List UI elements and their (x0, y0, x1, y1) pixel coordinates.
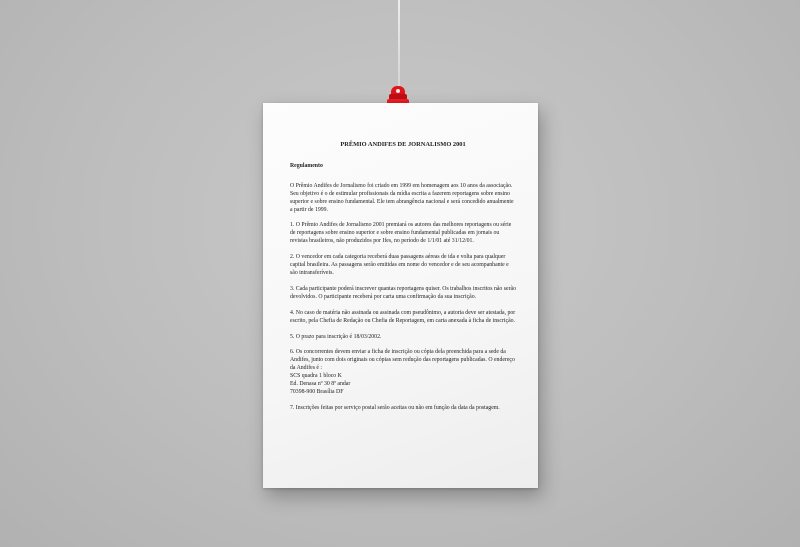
document-title: PRÊMIO ANDIFES DE JORNALISMO 2001 (340, 141, 466, 148)
paragraph-rule-7: 7. Inscrições feitas por serviço postal serão aceitas ou não em função da data da postagem. (290, 404, 500, 411)
hanging-string (398, 0, 400, 92)
paragraph-rule-2: 2. O vencedor em cada categoria receberá duas passagens aéreas de ida e volta para qualquer capital brasileira. As passagens serão emitidas em nome do vencedor e de seu acompanhante e são intransferíveis. (290, 254, 509, 276)
paragraph-rule-4: 4. No caso de matéria não assinada ou assinada com pseudônimo, a autoria deve ser atestada, por escrito, pela Chefia de Redação ou Chefia de Reportagem, em carta anexada à ficha de inscrição. (290, 309, 516, 324)
paper-sheet (263, 103, 538, 488)
clip-hole (396, 89, 400, 93)
paragraph-rule-3: 3. Cada participante poderá inscrever quantas reportagens quiser. Os trabalhos inscritos não serão devolvidos. O participante receberá por carta uma confirmação da sua inscrição. (290, 285, 517, 300)
paragraph-intro: O Prêmio Andifes de Jornalismo foi criado em 1999 em homenagem aos 10 anos da associação. Seu objetivo é o de estimular profissionais da mídia escrita a fazerem reportagens sobre ensino superior e sobre ensino fundamental. Ele tem abrangência nacional e será concedido anualmente a partir de 1999. (290, 182, 514, 213)
document-heading: Regulamento (290, 162, 323, 169)
paragraph-rule-5: 5. O prazo para inscrição é 18/03/2002. (290, 333, 382, 340)
document-content (290, 141, 516, 421)
paragraph-rule-1: 1. O Prêmio Andifes de Jornalismo 2001 premiará os autores das melhores reportagens ou série de reportagens sobre ensino superior e sobre ensino fundamental publicadas em jornais ou revistas brasileiros, não produzidos por Ifes, no período de 1/1/01 até 31/12/01. (290, 222, 512, 245)
paragraph-rule-6: 6. Os concorrentes devem enviar a ficha de inscrição ou cópia dela preenchida para a sede da Andifes, junto com dois originais ou cópias sem redução das reportagens publicadas. O endereço da Andifes é : SCS quadra 1 bloco K Ed. Denasa nº 30 8º andar 70398-900 Brasília DF (290, 349, 515, 395)
